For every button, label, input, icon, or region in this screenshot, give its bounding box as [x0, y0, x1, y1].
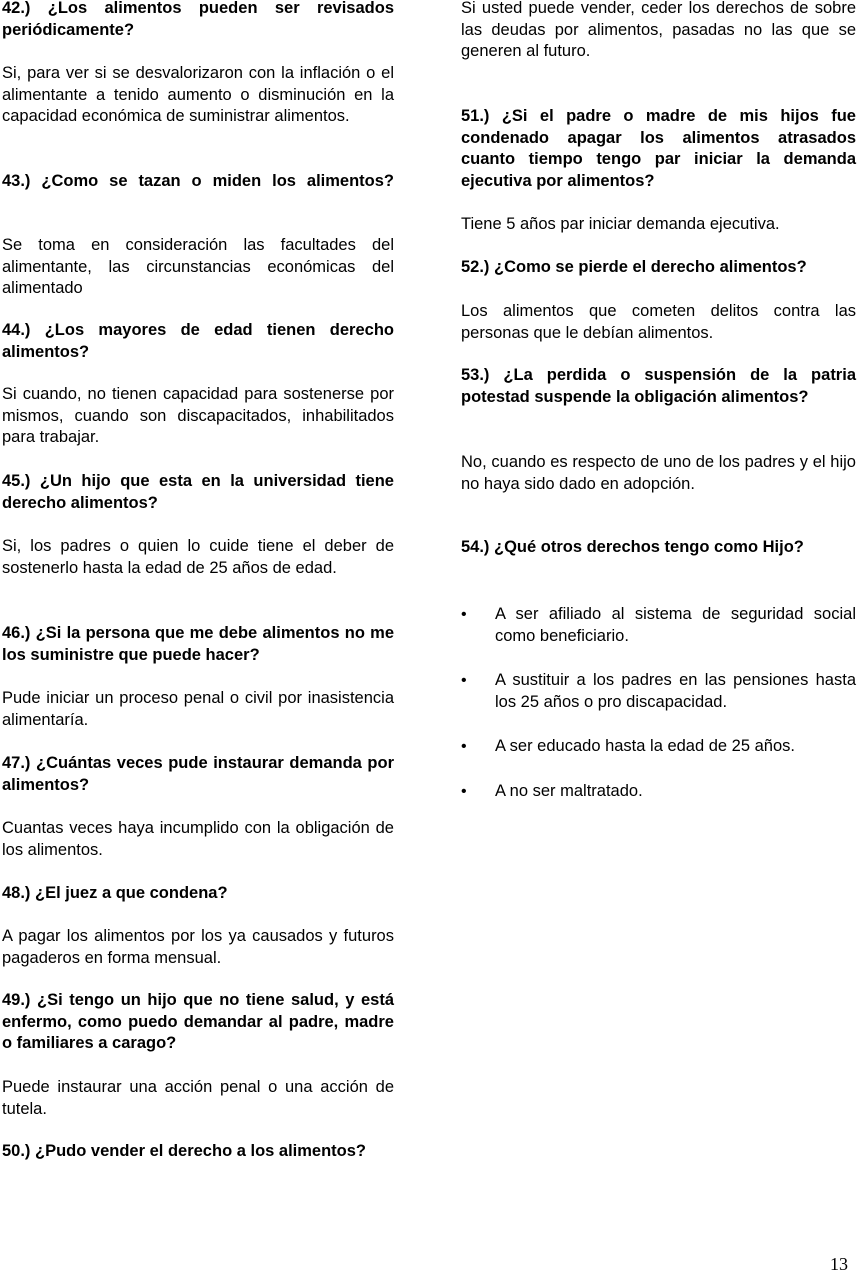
question-49: 49.) ¿Si tengo un hijo que no tiene salud, y está enfermo, como puedo demandar al padre, madre o familiares a carago? [2, 991, 394, 1052]
question-42: 42.) ¿Los alimentos pueden ser revisados periódicamente? [2, 0, 394, 39]
answer-46: Pude iniciar un proceso penal o civil por inasistencia alimentaría. [2, 689, 394, 729]
question-43: 43.) ¿Como se tazan o miden los alimentos? [2, 172, 394, 190]
question-53: 53.) ¿La perdida o suspensión de la patria potestad suspende la obligación alimentos? [461, 366, 856, 406]
answer-43: Se toma en consideración las facultades del alimentante, las circunstancias económicas del alimentado [2, 236, 394, 297]
bullet-icon: • [461, 738, 467, 755]
list-item-text: A sustituir a los padres en las pensiones hasta los 25 años o pro discapacidad. [495, 671, 856, 711]
question-45: 45.) ¿Un hijo que esta en la universidad tiene derecho alimentos? [2, 472, 394, 512]
bullet-icon: • [461, 783, 467, 800]
answer-50: Si usted puede vender, ceder los derechos de sobre las deudas por alimentos, pasadas no las que se generen al futuro. [461, 0, 856, 60]
answer-51: Tiene 5 años par iniciar demanda ejecutiva. [461, 215, 780, 233]
page-number: 13 [830, 1254, 848, 1274]
question-46: 46.) ¿Si la persona que me debe alimentos no me los suministre que puede hacer? [2, 624, 394, 664]
list-item-text: A ser afiliado al sistema de seguridad social como beneficiario. [495, 605, 856, 645]
question-44: 44.) ¿Los mayores de edad tienen derecho alimentos? [2, 321, 394, 361]
bullet-icon: • [461, 606, 467, 623]
answer-48: A pagar los alimentos por los ya causados y futuros pagaderos en forma mensual. [2, 927, 394, 967]
answer-47: Cuantas veces haya incumplido con la obligación de los alimentos. [2, 819, 394, 859]
question-51: 51.) ¿Si el padre o madre de mis hijos fue condenado apagar los alimentos atrasados cuanto tiempo tengo par iniciar la demanda ejecutiva por alimentos? [461, 107, 856, 190]
question-47: 47.) ¿Cuántas veces pude instaurar demanda por alimentos? [2, 754, 394, 794]
question-50: 50.) ¿Pudo vender el derecho a los alimentos? [2, 1142, 367, 1160]
question-48: 48.) ¿El juez a que condena? [2, 884, 228, 902]
list-item-text: A no ser maltratado. [495, 782, 643, 800]
question-52: 52.) ¿Como se pierde el derecho alimentos? [461, 258, 807, 276]
answer-44: Si cuando, no tienen capacidad para sostenerse por mismos, cuando son discapacitados, inhabilitados para trabajar. [2, 385, 394, 446]
question-54: 54.) ¿Qué otros derechos tengo como Hijo? [461, 538, 804, 556]
answer-42: Si, para ver si se desvalorizaron con la inflación o el alimentante a tenido aumento o disminución en la capacidad económica de suministrar alimentos. [2, 64, 394, 125]
answer-49: Puede instaurar una acción penal o una acción de tutela. [2, 1078, 394, 1118]
answer-52: Los alimentos que cometen delitos contra las personas que le debían alimentos. [461, 302, 856, 342]
answer-45: Si, los padres o quien lo cuide tiene el deber de sostenerlo hasta la edad de 25 años de edad. [2, 537, 394, 577]
list-item-text: A ser educado hasta la edad de 25 años. [495, 737, 795, 755]
bullet-icon: • [461, 672, 467, 689]
answer-53: No, cuando es respecto de uno de los padres y el hijo no haya sido dado en adopción. [461, 453, 856, 493]
